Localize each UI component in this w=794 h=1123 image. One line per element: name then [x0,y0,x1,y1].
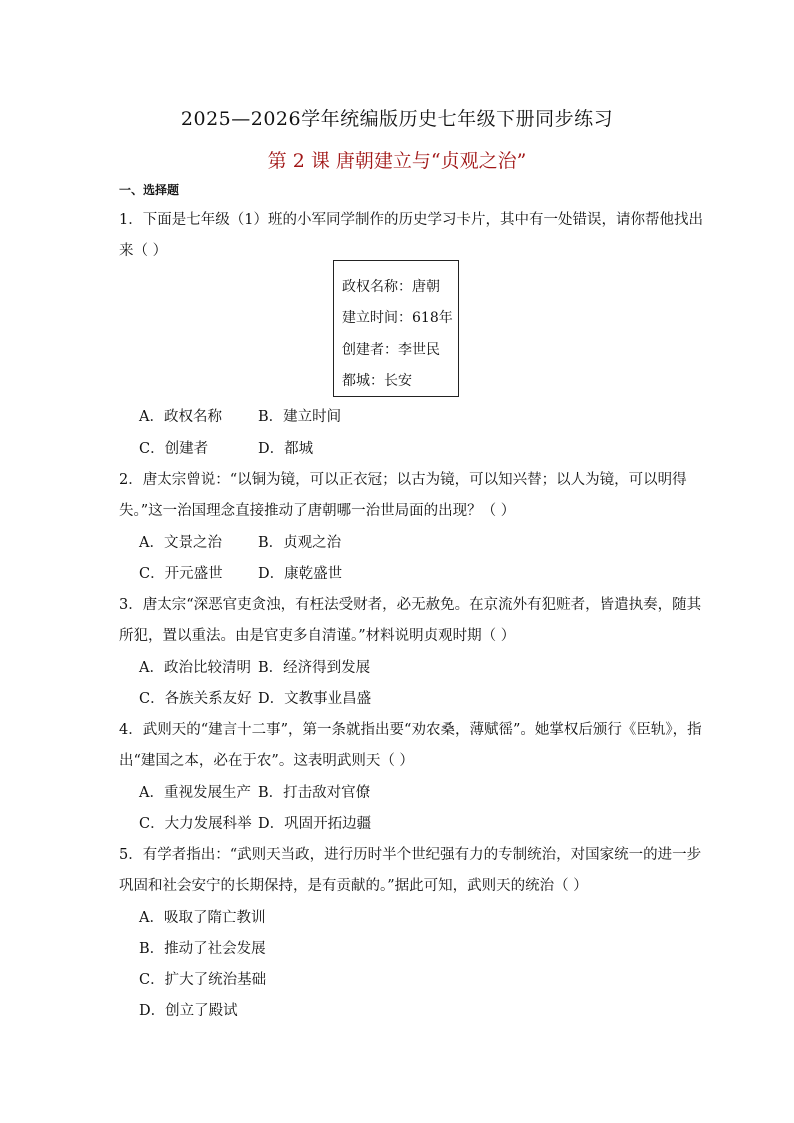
q5-option-a[interactable]: A．吸取了隋亡教训 [139,910,266,926]
question-3-line-1: 3．唐太宗“深恶官吏贪浊，有枉法受财者，必无赦免。在京流外有犯赃者，皆遣执奏，随其 [119,597,702,613]
q2-option-b[interactable]: B．贞观之治 [258,535,342,551]
question-5-line-1: 5．有学者指出：“武则天当政，进行历时半个世纪强有力的专制统治，对国家统一的进一步 [119,847,702,863]
q1-option-d[interactable]: D．都城 [258,441,314,457]
q3-option-c[interactable]: C．各族关系友好 [139,691,252,707]
question-1-line-1: 1．下面是七年级（1）班的小军同学制作的历史学习卡片，其中有一处错误，请你帮他找出 [119,212,703,228]
question-4-line-1: 4．武则天的“建言十二事”，第一条就指出要“劝农桑，薄赋徭”。她掌权后颁行《臣轨》，指 [119,722,702,738]
q2-option-d[interactable]: D．康乾盛世 [258,566,343,582]
question-2-line-1: 2．唐太宗曾说：“以铜为镜，可以正衣冠；以古为镜，可以知兴替；以人为镜，可以明得 [119,472,687,488]
page-title: 2025—2026学年统编版历史七年级下册同步练习 [180,108,614,130]
card-line-capital: 都城：长安 [342,373,412,389]
q1-option-c[interactable]: C．创建者 [139,441,209,457]
question-1-line-2: 来（ ） [119,243,168,259]
q2-option-a[interactable]: A．文景之治 [139,535,222,551]
q5-option-b[interactable]: B．推动了社会发展 [139,941,266,957]
q3-option-a[interactable]: A．政治比较清明 [139,660,251,676]
section-heading: 一、选择题 [119,183,180,197]
q5-option-c[interactable]: C．扩大了统治基础 [139,972,267,988]
question-2-line-2: 失。”这一治国理念直接推动了唐朝哪一治世局面的出现？（ ） [119,503,516,519]
study-card [333,260,459,397]
lesson-title: 第 2 课 唐朝建立与“贞观之治” [267,150,527,172]
q4-option-a[interactable]: A．重视发展生产 [139,785,251,801]
q4-option-c[interactable]: C．大力发展科举 [139,816,252,832]
q1-option-a[interactable]: A．政权名称 [139,409,222,425]
question-3-line-2: 所犯，置以重法。由是官吏多自清谨。”材料说明贞观时期（ ） [119,628,516,644]
card-line-regime: 政权名称：唐朝 [342,279,440,295]
q4-option-d[interactable]: D．巩固开拓边疆 [258,816,372,832]
q1-option-b[interactable]: B．建立时间 [258,409,342,425]
q3-option-d[interactable]: D．文教事业昌盛 [258,691,372,707]
card-line-founded: 建立时间：618年 [342,310,453,326]
card-line-founder: 创建者：李世民 [342,342,440,358]
q3-option-b[interactable]: B．经济得到发展 [258,660,371,676]
q2-option-c[interactable]: C．开元盛世 [139,566,223,582]
question-4-line-2: 出“建国之本，必在于农”。这表明武则天（ ） [119,753,414,769]
question-5-line-2: 巩固和社会安宁的长期保持，是有贡献的。”据此可知，武则天的统治（ ） [119,878,588,894]
q5-option-d[interactable]: D．创立了殿试 [139,1003,238,1019]
q4-option-b[interactable]: B．打击敌对官僚 [258,785,371,801]
